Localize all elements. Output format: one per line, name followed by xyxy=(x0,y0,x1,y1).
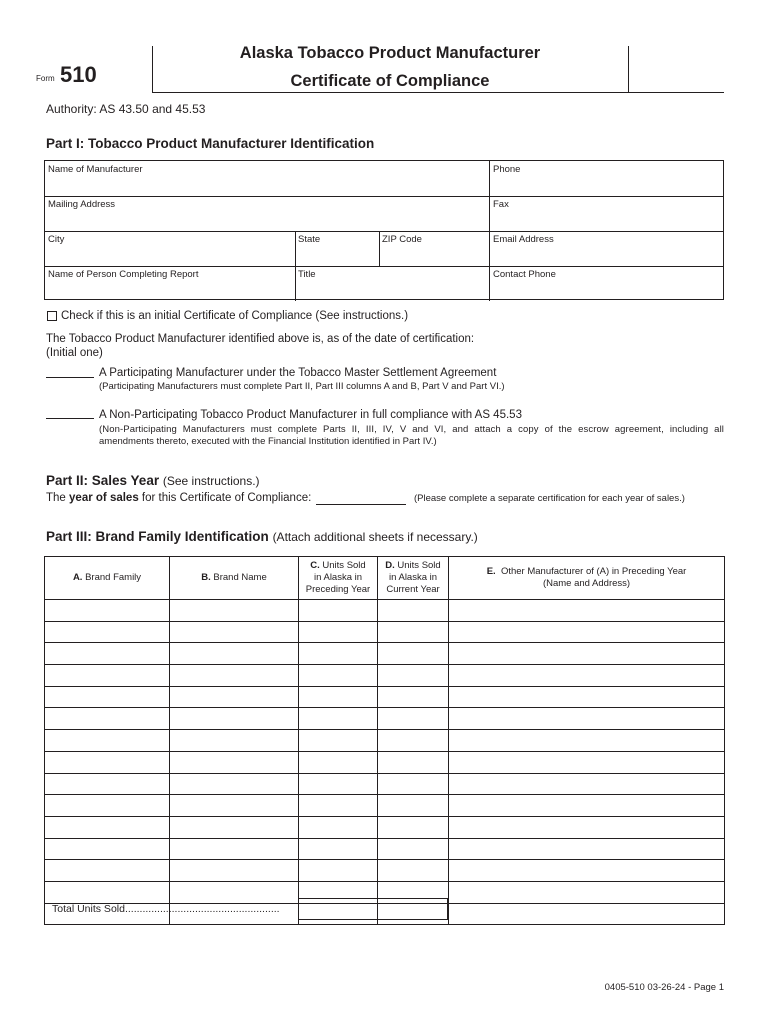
units-current-cell[interactable] xyxy=(378,708,449,730)
table-row xyxy=(45,708,725,730)
phone-field[interactable]: Phone xyxy=(493,164,521,175)
table-row xyxy=(45,751,725,773)
table-row xyxy=(45,838,725,860)
form-label: Form xyxy=(36,74,55,83)
participating-manufacturer-note: (Participating Manufacturers must complete Part II, Part III columns A and B, Part V and Part VI.) xyxy=(99,381,505,392)
table-row xyxy=(45,795,725,817)
brand-family-table-body xyxy=(45,600,725,925)
other-manufacturer-cell[interactable] xyxy=(449,730,725,752)
units-current-cell[interactable] xyxy=(378,665,449,687)
title-field[interactable]: Title xyxy=(298,269,316,280)
col-b-header: B. Brand Name xyxy=(170,557,299,600)
other-manufacturer-cell[interactable] xyxy=(449,903,725,925)
part2-heading xyxy=(46,473,260,488)
brand-name-cell[interactable] xyxy=(170,708,299,730)
table-row xyxy=(45,686,725,708)
units-preceding-cell[interactable] xyxy=(299,795,378,817)
form-number: 510 xyxy=(60,62,97,87)
brand-name-cell[interactable] xyxy=(170,686,299,708)
other-manufacturer-cell[interactable] xyxy=(449,751,725,773)
units-preceding-cell[interactable] xyxy=(299,730,378,752)
brand-name-cell[interactable] xyxy=(170,795,299,817)
fax-field[interactable]: Fax xyxy=(493,199,509,210)
brand-family-cell[interactable] xyxy=(45,686,170,708)
manufacturer-status-statement: The Tobacco Product Manufacturer identified above is, as of the date of certification: xyxy=(46,333,475,345)
brand-name-cell[interactable] xyxy=(170,621,299,643)
initial-one-note: (Initial one) xyxy=(46,347,103,359)
other-manufacturer-cell[interactable] xyxy=(449,600,725,622)
form-footer-code: 0405-510 03-26-24 - Page 1 xyxy=(604,982,724,993)
brand-name-cell[interactable] xyxy=(170,751,299,773)
brand-name-cell[interactable] xyxy=(170,643,299,665)
other-manufacturer-cell[interactable] xyxy=(449,838,725,860)
brand-family-cell[interactable] xyxy=(45,816,170,838)
units-current-cell[interactable] xyxy=(378,730,449,752)
brand-name-cell[interactable] xyxy=(170,881,299,903)
brand-name-cell[interactable] xyxy=(170,773,299,795)
brand-name-cell[interactable] xyxy=(170,665,299,687)
table-row xyxy=(45,860,725,882)
part1-heading: Part I: Tobacco Product Manufacturer Identification xyxy=(46,136,375,151)
non-participating-manufacturer-blank[interactable] xyxy=(46,418,94,419)
units-preceding-cell[interactable] xyxy=(299,773,378,795)
mailing-address-field[interactable]: Mailing Address xyxy=(48,199,116,210)
initial-certificate-checkbox[interactable] xyxy=(47,311,57,321)
other-manufacturer-cell[interactable] xyxy=(449,860,725,882)
brand-name-cell[interactable] xyxy=(170,860,299,882)
brand-family-cell[interactable] xyxy=(45,751,170,773)
total-units-box[interactable] xyxy=(298,898,448,920)
non-participating-note-line2: amendments thereto, executed with the Financial Institution identified in Part IV.) xyxy=(99,436,437,447)
units-preceding-cell[interactable] xyxy=(299,665,378,687)
part3-heading-title: Part III: Brand Family Identification xyxy=(46,529,269,544)
brand-name-cell[interactable] xyxy=(170,838,299,860)
table-row xyxy=(45,816,725,838)
person-completing-field[interactable]: Name of Person Completing Report xyxy=(48,269,199,280)
total-units-split xyxy=(377,898,378,920)
units-current-cell[interactable] xyxy=(378,686,449,708)
other-manufacturer-cell[interactable] xyxy=(449,643,725,665)
sales-year-input[interactable] xyxy=(316,504,406,505)
units-current-cell[interactable] xyxy=(378,621,449,643)
units-preceding-cell[interactable] xyxy=(299,708,378,730)
units-preceding-cell[interactable] xyxy=(299,621,378,643)
brand-family-cell[interactable] xyxy=(45,881,170,903)
brand-family-cell[interactable] xyxy=(45,643,170,665)
city-field[interactable]: City xyxy=(48,234,65,245)
sales-year-rest: for this Certificate of Compliance: xyxy=(141,492,312,504)
col-d-header: D. Units Sold in Alaska in Current Year xyxy=(378,557,449,600)
units-current-cell[interactable] xyxy=(378,773,449,795)
other-manufacturer-cell[interactable] xyxy=(449,881,725,903)
brand-family-cell[interactable] xyxy=(45,665,170,687)
form-title-line2: Certificate of Compliance xyxy=(290,72,490,90)
units-preceding-cell[interactable] xyxy=(299,816,378,838)
contact-phone-field[interactable]: Contact Phone xyxy=(493,269,556,280)
units-preceding-cell[interactable] xyxy=(299,686,378,708)
brand-family-cell[interactable] xyxy=(45,730,170,752)
part1-grid xyxy=(44,160,724,300)
part2-heading-title: Part II: Sales Year xyxy=(46,473,160,488)
email-field[interactable]: Email Address xyxy=(493,234,554,245)
zip-field[interactable]: ZIP Code xyxy=(382,234,422,245)
initial-certificate-label: Check if this is an initial Certificate of Compliance (See instructions.) xyxy=(61,310,409,322)
units-current-cell[interactable] xyxy=(378,600,449,622)
participating-manufacturer-blank[interactable] xyxy=(46,377,94,378)
other-manufacturer-cell[interactable] xyxy=(449,708,725,730)
brand-family-cell[interactable] xyxy=(45,860,170,882)
total-units-label: Total Units Sold..................................................... xyxy=(52,903,280,915)
units-current-cell[interactable] xyxy=(378,860,449,882)
other-manufacturer-cell[interactable] xyxy=(449,665,725,687)
units-preceding-cell[interactable] xyxy=(299,751,378,773)
units-current-cell[interactable] xyxy=(378,751,449,773)
state-field[interactable]: State xyxy=(298,234,321,245)
units-preceding-cell[interactable] xyxy=(299,600,378,622)
form-title-line1: Alaska Tobacco Product Manufacturer xyxy=(239,44,541,62)
part2-heading-note: (See instructions.) xyxy=(162,474,260,488)
col-c-header: C. Units Sold in Alaska in Preceding Year xyxy=(299,557,378,600)
table-row xyxy=(45,773,725,795)
other-manufacturer-cell[interactable] xyxy=(449,686,725,708)
name-of-manufacturer-field[interactable]: Name of Manufacturer xyxy=(48,164,143,175)
brand-family-table xyxy=(44,556,725,925)
brand-family-cell[interactable] xyxy=(45,838,170,860)
brand-name-cell[interactable] xyxy=(170,816,299,838)
units-preceding-cell[interactable] xyxy=(299,643,378,665)
other-manufacturer-cell[interactable] xyxy=(449,795,725,817)
header-divider-right xyxy=(628,46,629,92)
units-current-cell[interactable] xyxy=(378,795,449,817)
units-current-cell[interactable] xyxy=(378,838,449,860)
units-current-cell[interactable] xyxy=(378,816,449,838)
units-preceding-cell[interactable] xyxy=(299,860,378,882)
part3-heading-note: (Attach additional sheets if necessary.) xyxy=(272,530,478,544)
sales-year-bold: year of sales xyxy=(69,492,139,504)
brand-family-cell[interactable] xyxy=(45,600,170,622)
non-participating-note-line1: (Non-Participating Manufacturers must complete Parts II, III, IV, V and VI, and attach a copy of the escrow agreement, including all xyxy=(99,424,724,435)
sales-year-note: (Please complete a separate certification for each year of sales.) xyxy=(414,493,685,504)
brand-name-cell[interactable] xyxy=(170,730,299,752)
sales-year-line xyxy=(46,492,311,504)
table-row xyxy=(45,600,725,622)
brand-family-cell[interactable] xyxy=(45,708,170,730)
brand-name-cell[interactable] xyxy=(170,600,299,622)
header-underline xyxy=(152,92,724,93)
units-preceding-cell[interactable] xyxy=(299,838,378,860)
units-current-cell[interactable] xyxy=(378,643,449,665)
other-manufacturer-cell[interactable] xyxy=(449,621,725,643)
col-a-header: A. Brand Family xyxy=(45,557,170,600)
table-row xyxy=(45,730,725,752)
part3-heading xyxy=(46,529,478,544)
table-row xyxy=(45,621,725,643)
table-row xyxy=(45,643,725,665)
brand-family-cell[interactable] xyxy=(45,795,170,817)
col-e-header: E. Other Manufacturer of (A) in Preceding Year (Name and Address) xyxy=(449,557,725,600)
table-row xyxy=(45,665,725,687)
other-manufacturer-cell[interactable] xyxy=(449,816,725,838)
authority-text: Authority: AS 43.50 and 45.53 xyxy=(46,102,206,116)
non-participating-manufacturer-option: A Non-Participating Tobacco Product Manufacturer in full compliance with AS 45.53 xyxy=(99,409,522,421)
other-manufacturer-cell[interactable] xyxy=(449,773,725,795)
brand-family-cell[interactable] xyxy=(45,773,170,795)
participating-manufacturer-option: A Participating Manufacturer under the Tobacco Master Settlement Agreement xyxy=(99,367,497,379)
brand-family-cell[interactable] xyxy=(45,621,170,643)
sales-year-prefix: The xyxy=(46,492,66,504)
